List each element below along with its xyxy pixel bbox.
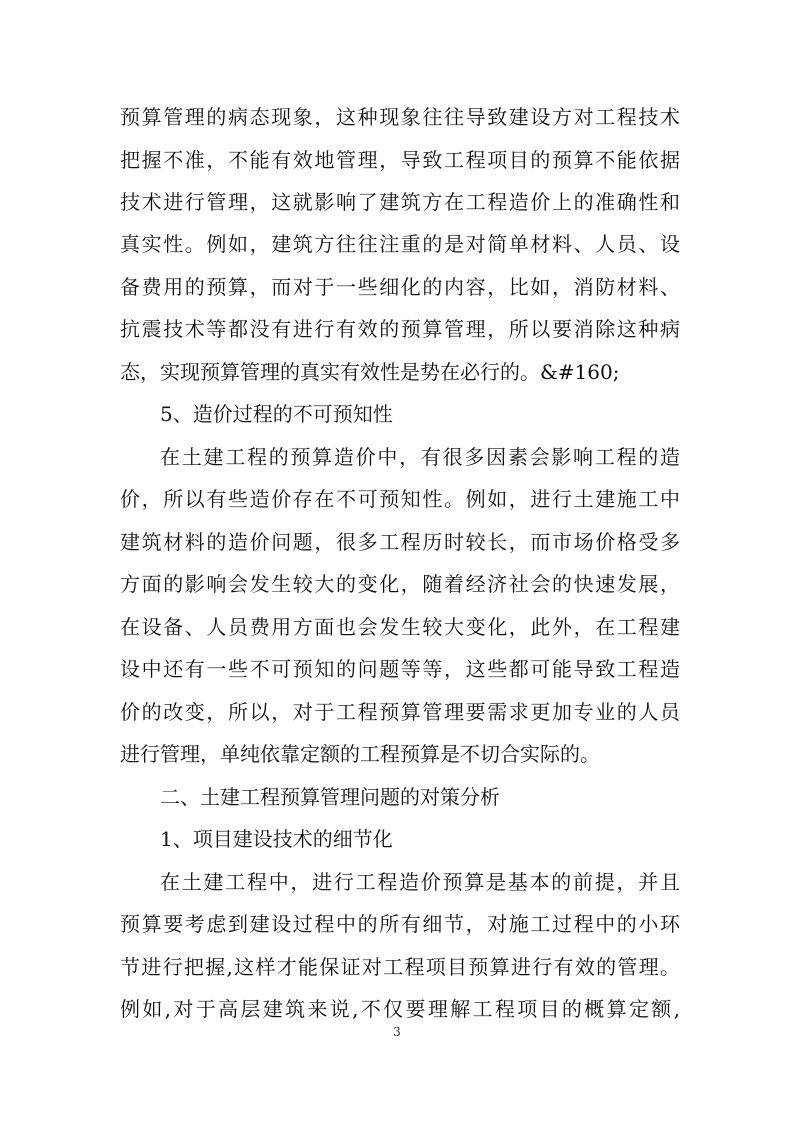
section-heading-2: 二、土建工程预算管理问题的对策分析 [160,785,500,809]
paragraph-2-line-1: 在土建工程的预算造价中，有很多因素会影响工程的造 [160,445,680,469]
paragraph-2-line-2: 价，所以有些造价存在不可预知性。例如，进行土建施工中 [120,487,680,511]
paragraph-2-line-4: 方面的影响会发生较大的变化，随着经济社会的快速发展， [120,572,680,596]
paragraph-1-line-1: 预算管理的病态现象，这种现象往往导致建设方对工程技术 [120,105,680,129]
paragraph-2-line-7: 价的改变，所以，对于工程预算管理要需求更加专业的人员 [120,700,680,724]
subheading-5: 5、造价过程的不可预知性 [160,402,393,426]
paragraph-1-line-2: 把握不准，不能有效地管理，导致工程项目的预算不能依据 [120,148,680,172]
paragraph-1-line-3: 技术进行管理，这就影响了建筑方在工程造价上的准确性和 [120,190,680,214]
paragraph-2-line-5: 在设备、人员费用方面也会发生较大变化，此外，在工程建 [120,615,680,639]
paragraph-3-line-3: 节进行把握,这样才能保证对工程项目预算进行有效的管理。 [120,955,680,979]
paragraph-2-line-8: 进行管理，单纯依靠定额的工程预算是不切合实际的。 [120,742,600,766]
page-number: 3 [393,1025,401,1039]
paragraph-1-line-7: 态，实现预算管理的真实有效性是势在必行的。&#160; [120,360,620,384]
paragraph-3-line-1: 在土建工程中，进行工程造价预算是基本的前提，并且 [160,870,680,894]
paragraph-3-line-4: 例如,对于高层建筑来说,不仅要理解工程项目的概算定额, [120,997,680,1021]
paragraph-2-line-6: 设中还有一些不可预知的问题等等，这些都可能导致工程造 [120,657,680,681]
subheading-1: 1、项目建设技术的细节化 [160,827,393,851]
paragraph-2-line-3: 建筑材料的造价问题，很多工程历时较长，而市场价格受多 [120,530,680,554]
paragraph-1-line-6: 抗震技术等都没有进行有效的预算管理，所以要消除这种病 [120,317,680,341]
paragraph-3-line-2: 预算要考虑到建设过程中的所有细节，对施工过程中的小环 [120,912,680,936]
paragraph-1-line-5: 备费用的预算，而对于一些细化的内容，比如，消防材料、 [120,275,680,299]
paragraph-1-line-4: 真实性。例如，建筑方往往注重的是对简单材料、人员、设 [120,232,680,256]
